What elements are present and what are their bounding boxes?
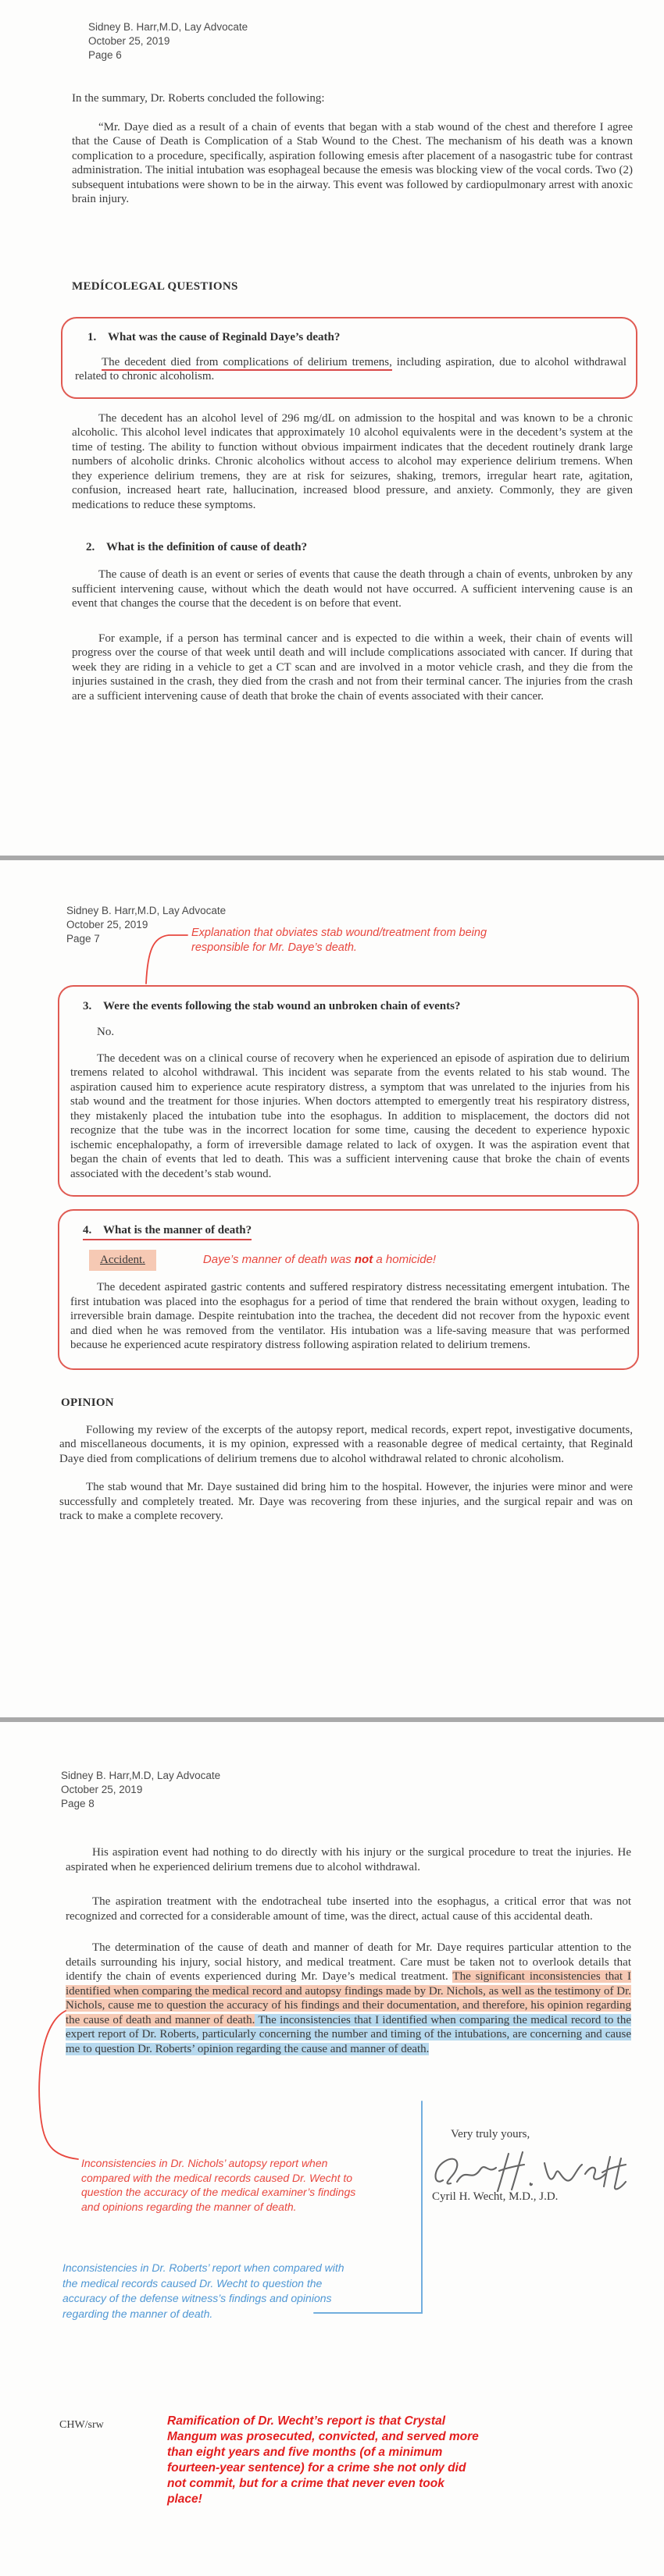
aspiration-event-paragraph: His aspiration event had nothing to do directly with his injury or the surgical procedure to treat the injuries. He aspirated when he experienced delirium tremens due to alcohol withdrawal.	[66, 1846, 631, 1873]
page-6	[0, 0, 664, 856]
note-post: a homicide!	[373, 1253, 437, 1266]
answer-underlined-segment: The decedent died from complications of delirium tremens,	[102, 356, 392, 371]
header-date: October 25, 2019	[88, 35, 170, 47]
intro-paragraph: In the summary, Dr. Roberts concluded the following:	[72, 92, 325, 105]
opinion-paragraph-2: The stab wound that Mr. Daye sustained did bring him to the hospital. However, the injuries were minor and were successfully and completely treated. Mr. Daye was recovering from these injuries, and the surgical repair and was on track to make a complete recovery.	[59, 1481, 633, 1522]
question-3-no-answer: No.	[97, 1026, 115, 1038]
question-3-paragraph: The decedent was on a clinical course of recovery when he experienced an episode of aspiration due to delirium tremens related to alcohol withdrawal. This incident was separate from the events related to his stab wound. The aspiration caused him to experience acute respiratory distress, a symptom that was unrelated to the injuries from his stab wound and the treatment for those injuries. When doctors attempted to emergently treat his respiratory distress, they mistakenly placed the intubation tube into the esophagus. In addition to misplacement, the doctors did not recognize that the tube was in the incorrect location for some time, causing the decedent to experience hypoxic ischemic encephalopathy, a form of irreversible damage related to lack of oxygen. It was the aspiration event that began the chain of events that led to death. This was a sufficient intervening cause that broke the chain of events associated with the decedent’s stab wound.	[70, 1051, 630, 1180]
question-1-text: What was the cause of Reginald Daye’s death?	[108, 330, 341, 343]
note-pre: Daye’s manner of death was	[202, 1253, 355, 1266]
ramification-warning-text: Ramification of Dr. Wecht’s report is that Crystal Mangum was prosecuted, convicted, and served more than eight years and five months (of a minimum fourteen-year sentence) for a crime she not only did not commit, but for a crime that never even took place!	[167, 2414, 479, 2506]
page-6-header	[88, 20, 633, 62]
aspiration-treatment-paragraph: The aspiration treatment with the endotracheal tube inserted into the esophagus, a critical error that was not recognized and corrected for a considerable amount of time, was the direct, actual cause of this accidental death.	[66, 1895, 631, 1923]
terminal-cancer-example-paragraph: For example, if a person has terminal cancer and is expected to die within a week, their chain of events will progress over the course of that week until death and will include complications associated with cancer. If during that week they are riding in a vehicle to get a CT scan and are involved in a motor vehicle crash, and they die from the injuries sustained in the crash, they died from the crash and not from their terminal cancer. The injuries from the crash are a sufficient intervening cause of death that broke the chain of events associated with their cancer.	[72, 632, 633, 703]
header-author: Sidney B. Harr,M.D, Lay Advocate	[61, 1770, 221, 1781]
question-2-number: 2.	[86, 541, 95, 553]
header-page-number: Page 6	[88, 49, 122, 61]
question-1-heading	[87, 330, 627, 345]
opinion-heading: OPINION	[61, 1396, 114, 1409]
determination-paragraph	[66, 1941, 631, 2056]
question-3-box	[58, 985, 639, 1197]
accident-highlight: Accident.	[89, 1250, 156, 1271]
page-8-header	[61, 1769, 631, 1811]
question-3-number: 3.	[83, 1000, 92, 1012]
manner-of-death-line	[89, 1253, 630, 1267]
page-7	[0, 860, 664, 1717]
opinion-paragraph-1: Following my review of the excerpts of the autopsy report, medical records, expert repot, investigative documents, and miscellaneous documents, it is my opinion, expressed with a reasonable degree of medical certainty, that Reginald Daye died from complications of delirium tremens due to alcohol withdrawal related to chronic alcoholism.	[59, 1423, 633, 1465]
alcohol-level-paragraph: The decedent has an alcohol level of 296 mg/dL on admission to the hospital and was known to be a chronic alcoholic. This alcohol level indicates that approximately 10 alcohol equivalents were in the decedent’s system at the time of testing. The ability to function without obvious impairment indicates that the decedent routinely drank large numbers of alcoholic drinks. Chronic alcoholics without access to alcohol may experience delirium tremens. When they experience delirium tremens, they are at risk for seizures, shaking, tremors, irregular heart rate, agitation, confusion, increased heart rate, hallucination, increased blood pressure, and anxiety. Commonly, they are given medications to reduce these symptoms.	[72, 411, 633, 511]
roberts-inconsistencies-annotation: Inconsistencies in Dr. Roberts’ report when compared with the medical records caused Dr. Wecht to question the accuracy of the defense witness’s findings and opinions regarding the manner of death.	[62, 2261, 344, 2320]
nichols-inconsistencies-annotation: Inconsistencies in Dr. Nichols’ autopsy report when compared with the medical records caused Dr. Wecht to question the accuracy of the medical examiner’s findings and opinions regarding the manner of death.	[81, 2157, 356, 2213]
header-author: Sidney B. Harr,M.D, Lay Advocate	[88, 21, 248, 33]
closing-block	[426, 2128, 652, 2204]
question-4-heading	[83, 1223, 630, 1238]
answer-rest-segment: including aspiration, due to alcohol withdrawal related to chronic alcoholism.	[75, 355, 627, 382]
question-3-text: Were the events following the stab wound an unbroken chain of events?	[103, 1000, 461, 1012]
header-author: Sidney B. Harr,M.D, Lay Advocate	[66, 905, 227, 916]
roberts-blue-highlight: The inconsistencies that I identified when comparing the medical record to the expert report of Dr. Roberts, particularly concerning the number and timing of the intubations, are concerning and cause me to question Dr. Roberts’ opinion regarding the cause and manner of death.	[66, 2013, 631, 2055]
cause-of-death-definition-paragraph: The cause of death is an event or series of events that cause the death through a chain of events, unbroken by any sufficient intervening cause, without which the death would not have occurred. A sufficient intervening cause is an event that changes the course that the decedent is on before that event.	[72, 568, 633, 610]
header-page-number: Page 8	[61, 1798, 95, 1809]
header-date: October 25, 2019	[61, 1784, 143, 1795]
question-4-text: What is the manner of death?	[103, 1224, 252, 1236]
question-3-heading	[83, 999, 630, 1014]
stab-wound-annotation: Explanation that obviates stab wound/treatment from being responsible for Mr. Daye’s death.	[191, 927, 487, 954]
question-2-heading	[86, 540, 633, 555]
note-bold-not: not	[354, 1253, 373, 1266]
typist-initials: CHW/srw	[59, 2419, 104, 2431]
header-date: October 25, 2019	[66, 919, 148, 930]
question-1-number: 1.	[87, 330, 97, 343]
signatory-name: Cyril H. Wecht, M.D., J.D.	[432, 2190, 559, 2203]
nichols-pink-highlight: The significant inconsistencies that I identified when comparing the medical record and autopsy findings made by Dr. Nichols, as well as the testimony of Dr. Nichols, cause me to question the accuracy of his findings and their documentation, and therefore, his opinion regarding the cause of death and manner of death.	[66, 1970, 631, 2026]
question-4-paragraph: The decedent aspirated gastric contents and suffered respiratory distress necessitating emergent intubation. The first intubation was placed into the esophagus for a period of time that rendered the brain without oxygen, leading to irreversible brain damage. Despite reintubation into the trachea, the decedent did not recover from the hypoxic event and died when he was removed from the ventilator. His intubation was a life-saving measure that was performed because he experienced acute respiratory distress following aspiration related to delirium tremens.	[70, 1281, 630, 1351]
page-8	[0, 1722, 664, 2576]
determination-lead: The determination of the cause of death and manner of death for Mr. Daye requires particular attention to the details surrounding his injury, social history, and medical treatment. Care must be taken not to overlook details that identify the chain of events experienced during Mr. Daye’s medical treatment.	[66, 1941, 631, 1983]
roberts-quote-paragraph: “Mr. Daye died as a result of a chain of events that began with a stab wound of the chest and therefore I agree that the Cause of Death is Complication of a Stab Wound to the Chest. The mechanism of his death was a known complication to a procedure, specifically, aspiration following emesis after placement of a nasogastric tube for contrast administration. The initial intubation was esophageal because the emesis was blocking view of the vocal cords. Two (2) subsequent intubations were shown to be in the airway. This event was followed by cardiopulmonary arrest with anoxic brain injury.	[72, 120, 633, 205]
header-page-number: Page 7	[66, 933, 100, 945]
question-1-box	[61, 317, 637, 399]
medicolegal-questions-heading: MEDÍCOLEGAL QUESTIONS	[72, 279, 238, 293]
question-2-text: What is the definition of cause of death?	[106, 541, 308, 553]
closing-salutation: Very truly yours,	[451, 2128, 530, 2140]
question-4-box	[58, 1209, 639, 1370]
not-homicide-note	[203, 1253, 436, 1266]
question-1-answer	[75, 355, 627, 384]
question-4-number: 4.	[83, 1224, 92, 1236]
